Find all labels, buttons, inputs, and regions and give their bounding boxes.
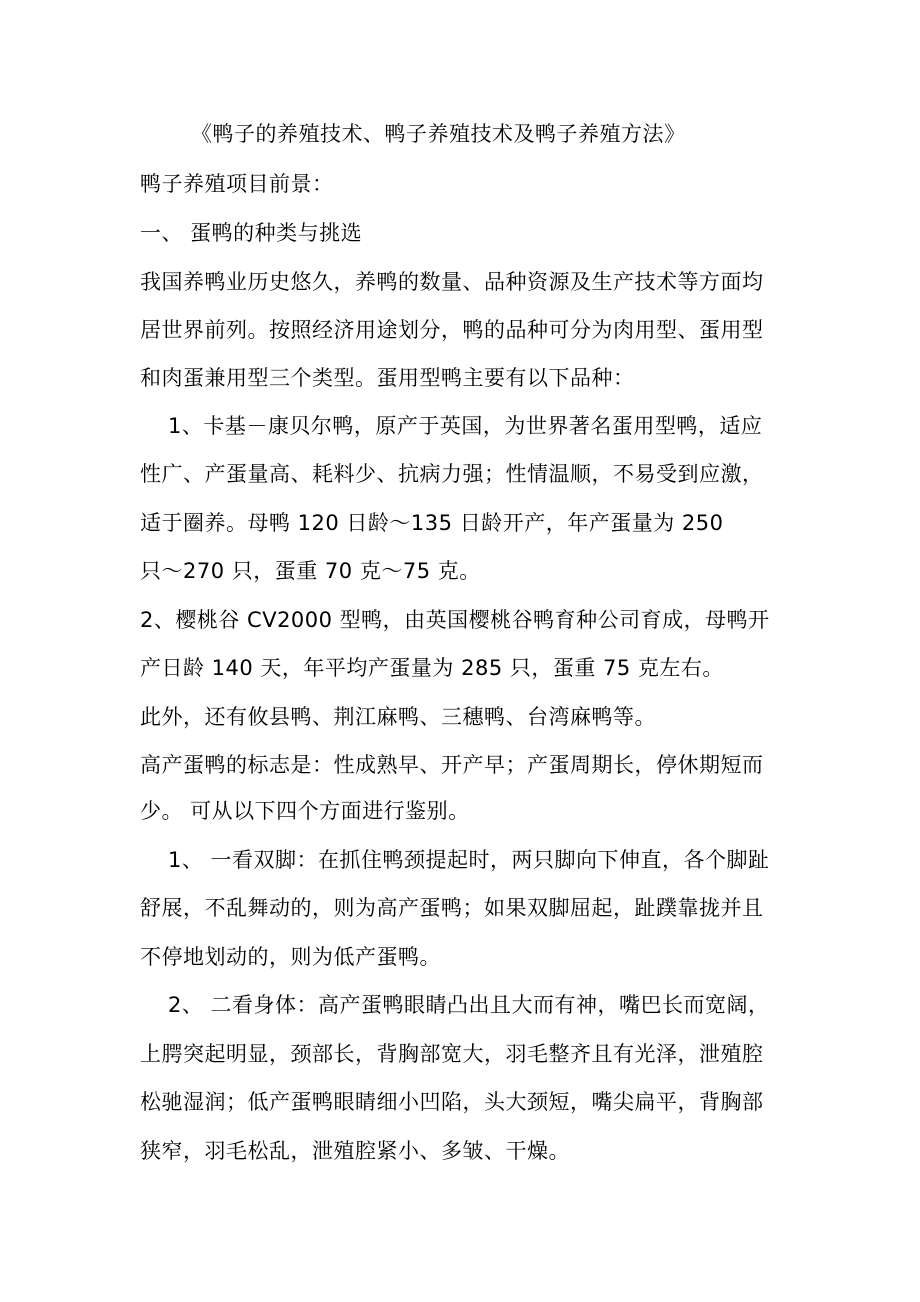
paragraph-line: 产日龄 140 天，年平均产蛋量为 285 只，蛋重 75 克左右。 — [140, 656, 724, 680]
paragraph-line: 此外，还有攸县鸭、荆江麻鸭、三穗鸭、台湾麻鸭等。 — [140, 705, 656, 729]
paragraph-line: 和肉蛋兼用型三个类型。蛋用型鸭主要有以下品种： — [140, 366, 635, 390]
section-heading-prospects: 鸭子养殖项目前景： — [140, 172, 334, 196]
paragraph-line: 只～270 只，蛋重 70 克～75 克。 — [140, 559, 481, 583]
document-title: 《鸭子的养殖技术、鸭子养殖技术及鸭子养殖方法》 — [191, 122, 686, 146]
paragraph-line: 上腭突起明显，颈部长，背胸部宽大，羽毛整齐且有光泽，泄殖腔 — [140, 1042, 764, 1066]
paragraph-line: 舒展，不乱舞动的，则为高产蛋鸭；如果双脚屈起，趾蹼靠拢并且 — [140, 896, 764, 920]
paragraph-line: 2、樱桃谷 CV2000 型鸭，由英国樱桃谷鸭育种公司育成，母鸭开 — [140, 608, 770, 632]
paragraph-line: 1、 一看双脚：在抓住鸭颈提起时，两只脚向下伸直，各个脚趾 — [168, 848, 770, 872]
paragraph-line: 适于圈养。母鸭 120 日龄～135 日龄开产，年产蛋量为 250 — [140, 511, 724, 535]
paragraph-line: 狭窄，羽毛松乱，泄殖腔紧小、多皱、干燥。 — [140, 1139, 570, 1163]
section-heading-1: 一、 蛋鸭的种类与挑选 — [140, 221, 363, 245]
paragraph-line: 高产蛋鸭的标志是：性成熟早、开产早；产蛋周期长，停休期短而 — [140, 753, 764, 777]
paragraph-line: 性广、产蛋量高、耗料少、抗病力强；性情温顺，不易受到应激， — [140, 462, 764, 486]
paragraph-line: 我国养鸭业历史悠久，养鸭的数量、品种资源及生产技术等方面均 — [140, 270, 764, 294]
paragraph-line: 2、 二看身体：高产蛋鸭眼睛凸出且大而有神，嘴巴长而宽阔， — [168, 993, 770, 1017]
paragraph-line: 不停地划动的，则为低产蛋鸭。 — [140, 945, 441, 969]
paragraph-line: 1、卡基－康贝尔鸭，原产于英国，为世界著名蛋用型鸭，适应 — [168, 414, 763, 438]
paragraph-line: 居世界前列。按照经济用途划分，鸭的品种可分为肉用型、蛋用型 — [140, 318, 764, 342]
paragraph-line: 松驰湿润；低产蛋鸭眼睛细小凹陷，头大颈短，嘴尖扁平，背胸部 — [140, 1090, 764, 1114]
paragraph-line: 少。 可从以下四个方面进行鉴别。 — [140, 799, 470, 823]
